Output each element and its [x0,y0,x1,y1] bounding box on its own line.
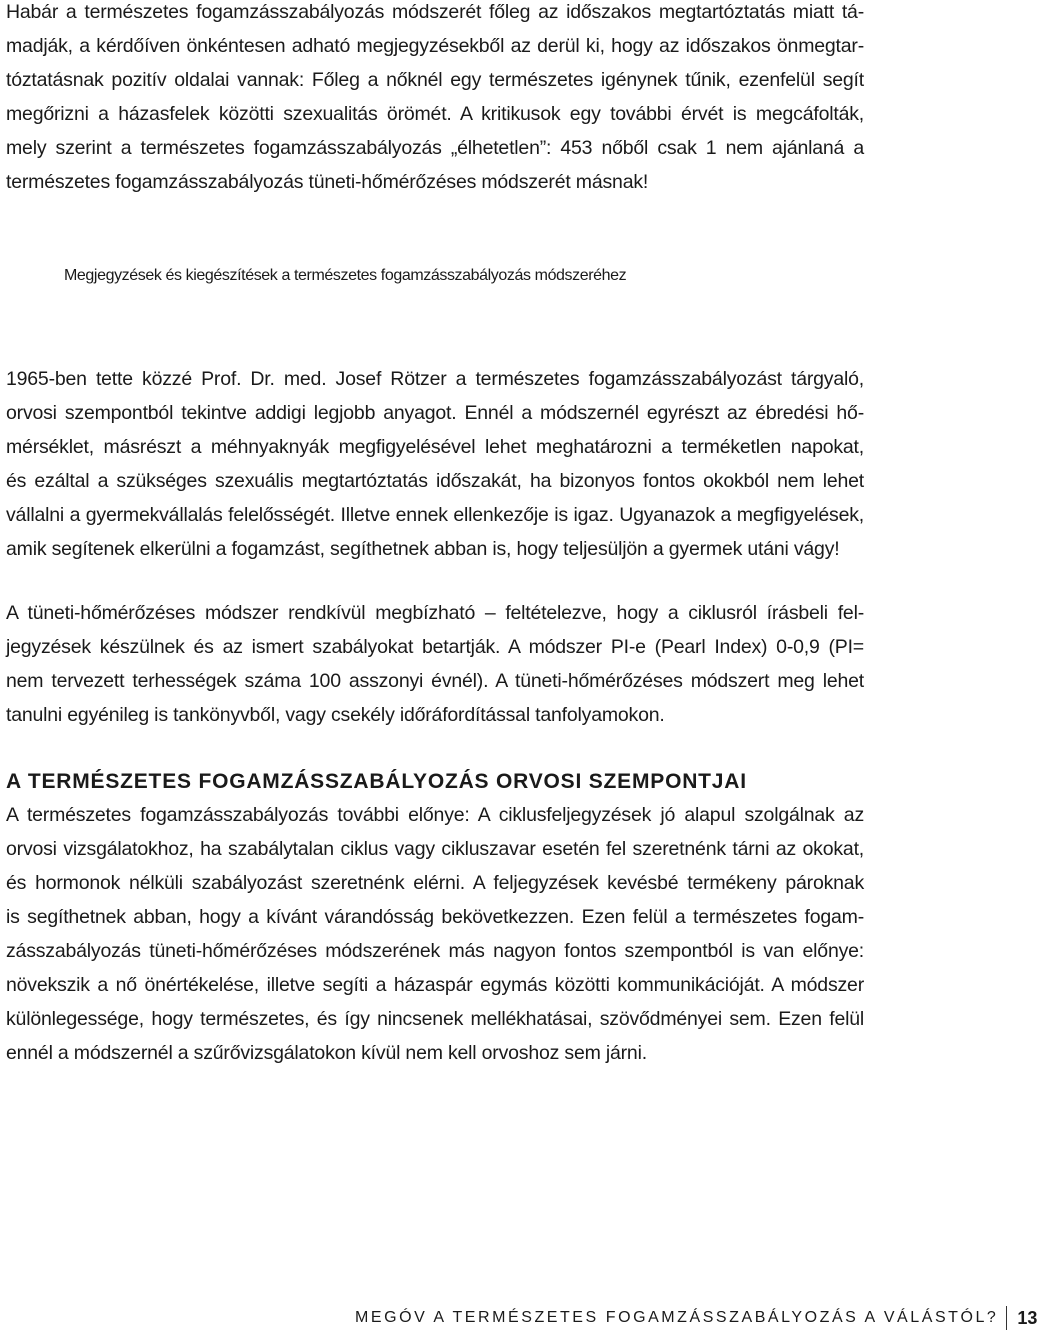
text-line: is segíthetnek abban, hogy a kívánt várandósság bekövetkezzen. Ezen felül a természetes fogam- [6,906,864,928]
text-line: jegyzések készülnek és az ismert szabályokat betartják. A módszer PI-e (Pearl Index) 0-0,9 (PI= [6,636,864,658]
section-title: A TERMÉSZETES FOGAMZÁSSZABÁLYOZÁS ORVOSI SZEMPONTJAI [6,770,747,793]
text-line: természetes fogamzásszabályozás tüneti-hőmérőzéses módszerét másnak! [6,171,649,193]
text-line: zásszabályozás tüneti-hőmérőzéses módszerének más nagyon fontos szempontból is van előnye: [6,940,864,962]
text-line: A tüneti-hőmérőzéses módszer rendkívül megbízható – feltételezve, hogy a ciklusról írásbeli fel- [6,602,864,624]
text-line: megőrizni a házasfelek közötti szexualitás örömét. A kritikusok egy további érvét is megcáfolták, [6,103,864,125]
footer-divider [1006,1306,1007,1330]
footer-title: MEGÓV A TERMÉSZETES FOGAMZÁSSZABÁLYOZÁS A VÁLÁSTÓL? [355,1309,999,1326]
text-line: mérséklet, másrészt a méhnyaknyák megfigyelésével lehet meghatározni a terméketlen napokat, [6,436,864,458]
text-line: és hormonok nélküli szabályozást szeretnénk elérni. A feljegyzések kevésbé termékeny pároknak [6,872,864,894]
text-line: tóztatásnak pozitív oldalai vannak: Főleg a nőknél egy természetes igénynek tűnik, ezenfelül segít [6,69,864,91]
text-line: különlegessége, hogy természetes, és így nincsenek mellékhatásai, szövődményei sem. Ezen felül [6,1008,864,1030]
text-line: vállalni a gyermekvállalás felelősségét. Illetve ennek ellenkezője is igaz. Ugyanazok a megfigyelések, [6,504,864,526]
text-line: Habár a természetes fogamzásszabályozás módszerét főleg az időszakos megtartóztatás miatt tá- [6,1,864,23]
page-footer [355,1306,1037,1330]
subheading: Megjegyzések és kiegészítések a természetes fogamzásszabályozás módszeréhez [64,267,627,284]
page-number: 13 [1017,1307,1037,1328]
text-line: növekszik a nő önértékelése, illetve segíti a házaspár egymás közötti kommunikációját. A módszer [6,974,864,996]
text-line: orvosi szempontból tekintve addigi legjobb anyagot. Ennél a módszernél egyrészt az ébredési hő- [6,402,864,424]
text-line: madják, a kérdőíven önkéntesen adható megjegyzésekből az derül ki, hogy az időszakos önmegtar- [6,35,864,57]
text-line: mely szerint a természetes fogamzásszabályozás „élhetetlen”: 453 nőből csak 1 nem ajánlaná a [6,137,864,159]
text-line: amik segítenek elkerülni a fogamzást, segíthetnek abban is, hogy teljesüljön a gyermek utáni vágy! [6,538,840,560]
text-line: ennél a módszernél a szűrővizsgálatokon kívül nem kell orvoshoz sem járni. [6,1042,647,1064]
text-line: orvosi vizsgálatokhoz, ha szabálytalan ciklus vagy cikluszavar esetén fel szeretnénk tárni az okokat, [6,838,864,860]
text-line: 1965-ben tette közzé Prof. Dr. med. Josef Rötzer a természetes fogamzásszabályozást tárgyaló, [6,368,864,390]
text-line: és ezáltal a szükséges szexuális megtartóztatás időszakát, ha bizonyos fontos okokból nem lehet [6,470,864,492]
text-line: A természetes fogamzásszabályozás további előnye: A ciklusfeljegyzések jó alapul szolgálnak az [6,804,864,826]
text-line: tanulni egyénileg is tankönyvből, vagy csekély időráfordítással tanfolyamokon. [6,704,665,726]
text-line: nem tervezett terhességek száma 100 asszonyi évnél). A tüneti-hőmérőzéses módszert meg lehet [6,670,864,692]
